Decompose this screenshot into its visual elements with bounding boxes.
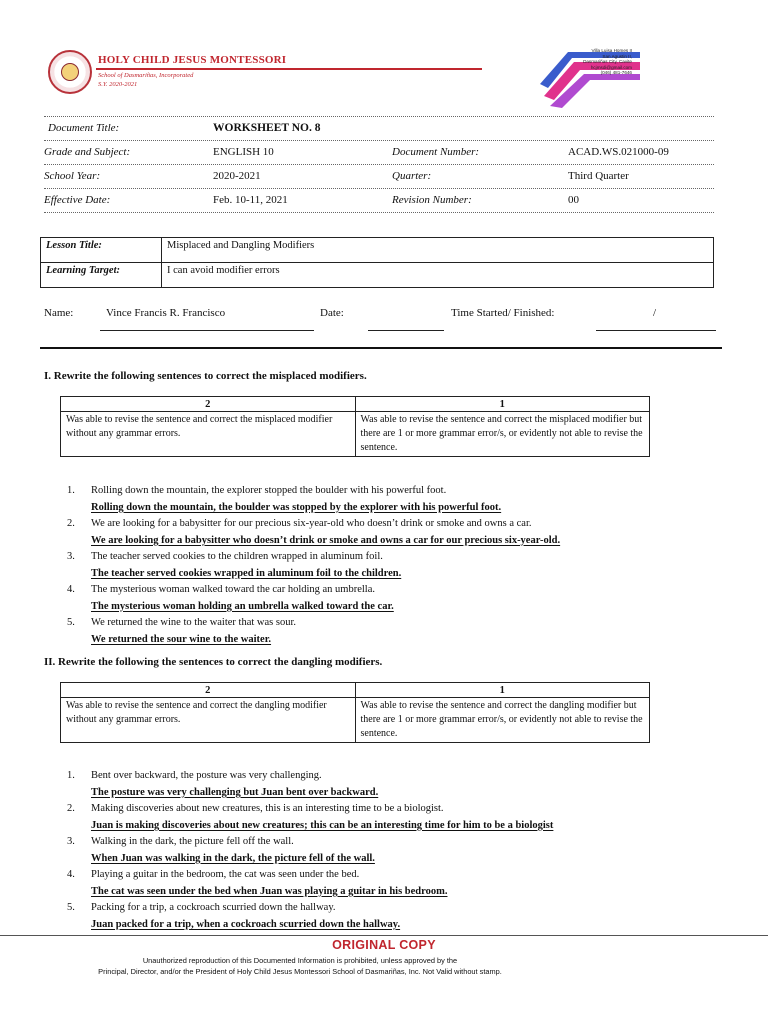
section-divider: [40, 347, 722, 349]
school-subtitle: School of Dasmariñas, Incorporated S.Y. 2020-2021: [98, 72, 194, 88]
question-text: The mysterious woman walked toward the car holding an umbrella.: [91, 584, 376, 595]
answer-text[interactable]: We are looking for a babysitter who doesn’t drink or smoke and owns a car for our precious six-year-old.: [91, 534, 561, 546]
school-year-label: School Year:: [44, 170, 101, 182]
list-item: 1. Bent over backward, the posture was very challenging. The posture was very challenging but Juan bent over backward.: [67, 768, 687, 801]
list-item: 5. Packing for a trip, a cockroach scurried down the hallway. Juan packed for a trip, when a cockroach scurried down the hallway.: [67, 900, 687, 933]
doc-number-label: Document Number:: [392, 146, 480, 158]
learning-target-row: [41, 263, 714, 288]
section2-heading: II. Rewrite the following the sentences to correct the dangling modifiers.: [44, 656, 383, 668]
footer-disclaimer: Unauthorized reproduction of this Documented Information is prohibited, unless approved by the Principal, Director, and/or the President of Holy Child Jesus Montessori School of Dasmariñas, Inc. Not Valid without stamp.: [98, 956, 502, 976]
footer-rule: [0, 935, 768, 936]
learning-target-label: Learning Target:: [41, 263, 162, 288]
question-text: Walking in the dark, the picture fell off the wall.: [91, 836, 294, 847]
date-label: Date:: [320, 307, 344, 319]
document-info-table: [44, 116, 714, 213]
question-text: We are looking for a babysitter for our precious six-year-old who doesn’t drink or smoke and owns a car.: [91, 518, 532, 529]
school-name: HOLY CHILD JESUS MONTESSORI: [98, 54, 287, 66]
doc-row-title: [44, 116, 714, 141]
list-item: 4. The mysterious woman walked toward the car holding an umbrella. The mysterious woman holding an umbrella walked toward the car.: [67, 582, 667, 615]
list-item: 3. Walking in the dark, the picture fell off the wall. When Juan was walking in the dark, the picture fell of the wall.: [67, 834, 687, 867]
doc-title-value: WORKSHEET NO. 8: [213, 122, 321, 134]
name-underline: [100, 330, 314, 331]
rubric-score-2: 2: [61, 397, 356, 412]
answer-text[interactable]: The cat was seen under the bed when Juan was playing a guitar in his bedroom.: [91, 885, 448, 897]
question-text: Packing for a trip, a cockroach scurried down the hallway.: [91, 902, 336, 913]
list-item: 2. We are looking for a babysitter for our precious six-year-old who doesn’t drink or smoke and owns a car. We are looking for a babysitter who doesn’t drink or smoke and owns a car for our precious six-year-old.: [67, 516, 667, 549]
list-item: 1. Rolling down the mountain, the explorer stopped the boulder with his powerful foot. Rolling down the mountain, the boulder was stopped by the explorer with his powerful foot.: [67, 483, 667, 516]
question-text: Bent over backward, the posture was very challenging.: [91, 770, 322, 781]
grade-value: ENGLISH 10: [213, 146, 274, 158]
rubric-score-1: 1: [355, 397, 650, 412]
lesson-title-row: [41, 238, 714, 263]
section2-items: [67, 768, 687, 933]
header-red-rule: [96, 68, 482, 70]
answer-text[interactable]: Juan packed for a trip, when a cockroach scurried down the hallway.: [91, 918, 401, 930]
effective-date-value: Feb. 10-11, 2021: [213, 194, 288, 206]
doc-title-label: Document Title:: [48, 122, 120, 134]
answer-text[interactable]: Juan is making discoveries about new creatures; this can be an interesting time for him to be a biologist: [91, 819, 554, 831]
school-seal-logo: [48, 50, 92, 94]
question-text: We returned the wine to the waiter that was sour.: [91, 617, 297, 628]
section1-rubric-table: [60, 396, 650, 457]
name-value[interactable]: Vince Francis R. Francisco: [106, 307, 226, 319]
list-item: 3. The teacher served cookies to the children wrapped in aluminum foil. The teacher served cookies wrapped in aluminum foil to the children.: [67, 549, 667, 582]
lesson-title-value: Misplaced and Dangling Modifiers: [162, 238, 714, 263]
name-label: Name:: [44, 307, 74, 319]
time-field[interactable]: [596, 330, 716, 331]
answer-text[interactable]: We returned the sour wine to the waiter.: [91, 633, 272, 645]
list-item: 5. We returned the wine to the waiter that was sour. We returned the sour wine to the waiter.: [67, 615, 667, 648]
question-text: Rolling down the mountain, the explorer stopped the boulder with his powerful foot.: [91, 485, 447, 496]
original-copy-stamp: ORIGINAL COPY: [332, 938, 436, 952]
quarter-value: Third Quarter: [568, 170, 629, 182]
doc-number-value: ACAD.WS.021000-09: [568, 146, 669, 158]
answer-text[interactable]: When Juan was walking in the dark, the picture fell of the wall.: [91, 852, 375, 864]
school-year-value: 2020-2021: [213, 170, 261, 182]
doc-row-date: [44, 189, 714, 213]
doc-row-year: [44, 165, 714, 189]
section1-items: [67, 483, 667, 648]
contact-info: Villa Luisa Homes II San Agustin II, Dasmariñas City, Cavite hcjmsdi@gmail.com (046) 481-7646: [583, 48, 632, 76]
lesson-table: [40, 237, 714, 288]
answer-text[interactable]: Rolling down the mountain, the boulder was stopped by the explorer with his powerful foot.: [91, 501, 502, 513]
revision-number-label: Revision Number:: [392, 194, 472, 206]
list-item: 4. Playing a guitar in the bedroom, the cat was seen under the bed. The cat was seen under the bed when Juan was playing a guitar in his bedroom.: [67, 867, 687, 900]
rubric-desc-1: Was able to revise the sentence and correct the dangling modifier but there are 1 or more grammar error/s, or evidently not able to revise the sentence.: [355, 698, 650, 743]
effective-date-label: Effective Date:: [44, 194, 111, 206]
rubric-score-1: 1: [355, 683, 650, 698]
rubric-desc-1: Was able to revise the sentence and correct the misplaced modifier but there are 1 or more grammar error/s, or evidently not able to revise the sentence.: [355, 412, 650, 457]
time-label: Time Started/ Finished:: [451, 307, 555, 319]
doc-row-grade: [44, 141, 714, 165]
section2-rubric-table: [60, 682, 650, 743]
date-field[interactable]: [368, 330, 444, 331]
question-text: Making discoveries about new creatures, this is an interesting time to be a biologist.: [91, 803, 444, 814]
question-text: Playing a guitar in the bedroom, the cat was seen under the bed.: [91, 869, 360, 880]
rubric-desc-2: Was able to revise the sentence and correct the dangling modifier without any grammar errors.: [61, 698, 356, 743]
time-separator: /: [653, 307, 657, 319]
answer-text[interactable]: The teacher served cookies wrapped in aluminum foil to the children.: [91, 567, 402, 579]
lesson-title-label: Lesson Title:: [41, 238, 162, 263]
answer-text[interactable]: The mysterious woman holding an umbrella walked toward the car.: [91, 600, 394, 612]
answer-text[interactable]: The posture was very challenging but Juan bent over backward.: [91, 786, 379, 798]
rubric-score-2: 2: [61, 683, 356, 698]
list-item: 2. Making discoveries about new creatures, this is an interesting time to be a biologist. Juan is making discoveries about new creatures; this can be an interesting time for him to be a biologist: [67, 801, 687, 834]
grade-label: Grade and Subject:: [44, 146, 131, 158]
revision-number-value: 00: [568, 194, 579, 206]
question-text: The teacher served cookies to the children wrapped in aluminum foil.: [91, 551, 383, 562]
section1-heading: I. Rewrite the following sentences to correct the misplaced modifiers.: [44, 370, 367, 382]
learning-target-value: I can avoid modifier errors: [162, 263, 714, 288]
rubric-desc-2: Was able to revise the sentence and correct the misplaced modifier without any grammar errors.: [61, 412, 356, 457]
quarter-label: Quarter:: [392, 170, 432, 182]
